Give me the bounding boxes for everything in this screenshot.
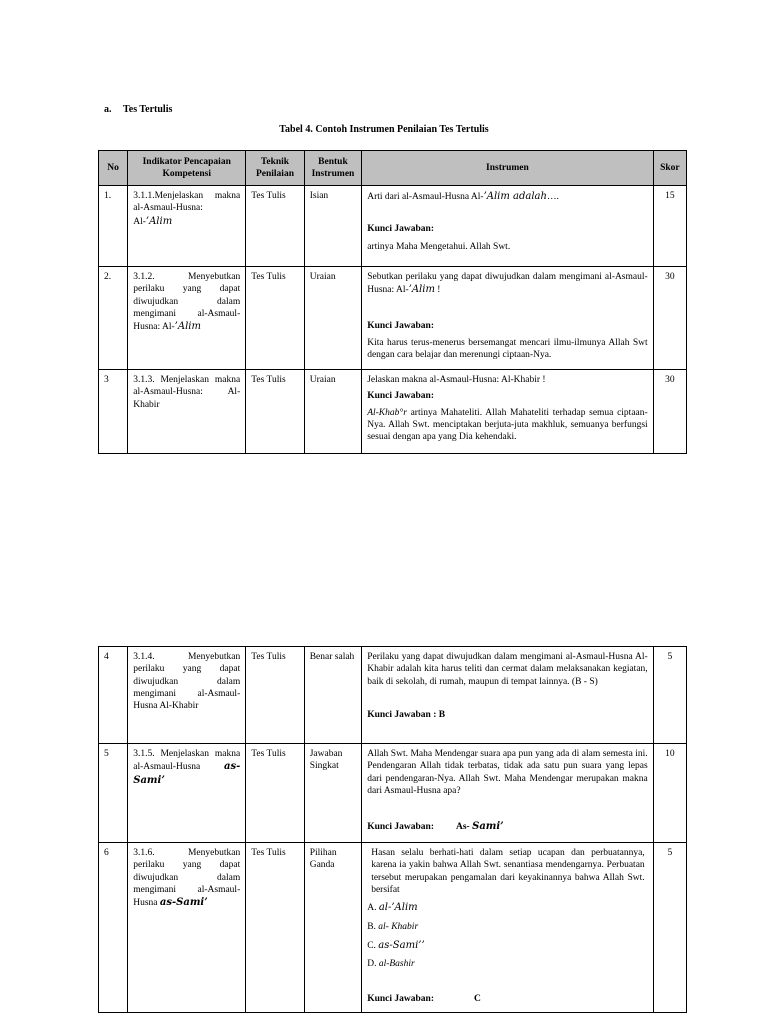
indicator-cell <box>128 744 246 843</box>
option-d <box>367 958 647 970</box>
instrument-cell <box>362 370 653 454</box>
option-letter: D. <box>367 959 379 970</box>
answer-key-value: C <box>473 993 481 1004</box>
section-letter: a. <box>104 104 112 115</box>
row-number: 3 <box>99 370 128 454</box>
question-script-term: ’Alim adalah <box>483 191 547 202</box>
technique-cell: Tes Tulis <box>246 267 304 370</box>
table-row <box>99 647 687 744</box>
table-row <box>99 370 687 454</box>
question-end: ! <box>434 285 441 296</box>
answer-text: artinya Maha Mengetahui. Allah Swt. <box>367 241 511 252</box>
table-header-row <box>99 151 687 186</box>
form-cell: Uraian <box>304 267 361 370</box>
header-skor: Skor <box>653 151 686 186</box>
row-number: 5 <box>99 744 128 843</box>
answer-key-label: Kunci Jawaban: <box>367 320 434 331</box>
option-letter: B. <box>367 921 379 932</box>
answer-text: Kita harus terus-menerus bersemangat mencari ilmu-ilmunya Allah Swt dengan cara belajar dan merenungi ciptaan-Nya. <box>367 338 648 361</box>
indicator-cell: 3.1.3. Menjelaskan makna al-Asmaul-Husna: Al-Khabir <box>128 370 246 454</box>
answer-body: artinya Mahateliti. Allah Mahateliti terhadap semua ciptaan-Nya. Allah Swt. menciptakan berjuta-juta makhluk, semuanya berfungsi sesuai dengan apa yang Dia kehendaki. <box>367 407 648 443</box>
option-text: as-Sami’’ <box>378 940 425 952</box>
answer-key-value: As- <box>455 822 473 833</box>
question-text: Jelaskan makna al-Asmaul-Husna: Al-Khabir ! <box>367 375 546 385</box>
indicator-text: 3.1.2. Menyebutkan perilaku yang dapat diwujudkan dalam mengimani al-Asmaul-Husna: Al- <box>133 272 241 333</box>
indicator-text: 3.1.6. Menyebutkan perilaku yang dapat diwujudkan dalam mengimani al-Asmaul-Husna <box>133 848 241 909</box>
instrument-cell <box>362 744 653 843</box>
header-teknik: Teknik Penilaian <box>246 151 304 186</box>
option-letter: A. <box>367 903 379 914</box>
score-cell: 10 <box>653 744 686 843</box>
indicator-script-term: as-Sami’ <box>133 761 241 786</box>
question-body: Sebutkan perilaku yang dapat diwujudkan dalam mengimani al-Asmaul-Husna: Al- <box>367 272 648 296</box>
score-cell: 30 <box>653 267 686 370</box>
option-c <box>367 939 647 952</box>
instrument-cell <box>362 267 653 370</box>
row-number: 6 <box>99 843 128 1013</box>
instrument-cell <box>362 843 653 1013</box>
indicator-script-term: ’Alim <box>145 215 173 227</box>
indicator-text: 3.1.5. Menjelaskan makna al-Asmaul-Husna <box>133 749 241 773</box>
indicator-text: 3.1.1.Menjelaskan makna al-Asmaul-Husna: Al- <box>133 191 241 227</box>
question-text <box>367 271 647 297</box>
answer-key-label: Kunci Jawaban: <box>367 822 434 833</box>
table-row <box>99 267 687 370</box>
answer-italic-term: Al-Khab°r <box>367 407 407 418</box>
question-script-term: ’Alim <box>408 284 435 296</box>
table-row <box>99 843 687 1013</box>
answer-key-label: Kunci Jawaban: <box>367 391 434 402</box>
instrument-cell <box>362 647 653 744</box>
table-row <box>99 744 687 843</box>
answer-key-line <box>367 820 647 833</box>
form-cell: Uraian <box>304 370 361 454</box>
section-title: Tes Tertulis <box>123 104 173 115</box>
table-row <box>99 186 687 267</box>
answer-key-label: Kunci Jawaban: <box>367 224 434 235</box>
option-letter: C. <box>367 941 379 952</box>
row-number: 1. <box>99 186 128 267</box>
assessment-table-part-2 <box>98 646 687 1013</box>
indicator-script-term: ’Alim <box>174 321 201 333</box>
question-text: Perilaku yang dapat diwujudkan dalam mengimani al-Asmaul-Husna Al-Khabir adalah kita harus teliti dan cermat dalam melaksanakan kegiatan, baik di sekolah, di rumah, maupun di tempat lainnya. (B - S) <box>367 652 648 687</box>
technique-cell: Tes Tulis <box>246 843 304 1013</box>
row-number: 2. <box>99 267 128 370</box>
technique-cell: Tes Tulis <box>246 647 304 744</box>
technique-cell: Tes Tulis <box>246 370 304 454</box>
indicator-cell <box>128 267 246 370</box>
form-cell: Jawaban Singkat <box>304 744 361 843</box>
question-ellipsis: …. <box>546 192 559 202</box>
score-cell: 15 <box>653 186 686 267</box>
header-bentuk: Bentuk Instrumen <box>304 151 361 186</box>
score-cell: 5 <box>653 843 686 1013</box>
answer-key-line <box>367 993 647 1005</box>
instrument-cell <box>362 186 653 267</box>
form-cell: Isian <box>304 186 361 267</box>
technique-cell: Tes Tulis <box>246 186 304 267</box>
indicator-script-term: as-Sami’ <box>159 897 208 909</box>
option-text: al- Khabir <box>378 921 419 932</box>
question-body: Arti dari al-Asmaul-Husna Al- <box>367 192 484 202</box>
form-cell: Benar salah <box>304 647 361 744</box>
option-text: al-Bashir <box>378 959 415 970</box>
technique-cell: Tes Tulis <box>246 744 304 843</box>
answer-key-label: Kunci Jawaban : B <box>367 710 446 721</box>
indicator-cell <box>128 843 246 1013</box>
header-instrumen: Instrumen <box>362 151 653 186</box>
table-caption: Tabel 4. Contoh Instrumen Penilaian Tes Tertulis <box>279 124 489 135</box>
indicator-cell <box>128 186 246 267</box>
question-text: Hasan selalu berhati-hati dalam setiap ucapan dan perbuatannya, karena ia yakin bahwa Allah Swt. senantiasa mendengarnya. Perbuatan tersebut merupakan pengamalan dari keyakinannya bahwa Allah Swt. bersifat <box>371 848 645 896</box>
row-number: 4 <box>99 647 128 744</box>
answer-key-script-term: Sami’ <box>472 821 504 833</box>
header-no: No <box>99 151 128 186</box>
form-cell: Pilihan Ganda <box>304 843 361 1013</box>
assessment-table-part-1 <box>98 150 687 454</box>
option-text: al-’Alim <box>378 902 418 914</box>
answer-key-label: Kunci Jawaban: <box>367 993 434 1004</box>
question-text <box>367 190 647 203</box>
answer-text <box>367 407 647 444</box>
option-a <box>367 901 647 914</box>
question-text: Allah Swt. Maha Mendengar suara apa pun yang ada di alam semesta ini. Pendengaran Allah tidak terbatas, tidak ada satu pun suara yang lepas dari pendengaran-Nya. Allah Swt. Maha Mendengar merupakan makna dari Asmaul-Husna apa? <box>367 749 648 797</box>
section-heading <box>104 104 172 115</box>
indicator-cell: 3.1.4. Menyebutkan perilaku yang dapat diwujudkan dalam mengimani al-Asmaul-Husna Al-Khabir <box>128 647 246 744</box>
score-cell: 5 <box>653 647 686 744</box>
score-cell: 30 <box>653 370 686 454</box>
header-indikator: Indikator Pencapaian Kompetensi <box>128 151 246 186</box>
option-b <box>367 921 647 933</box>
